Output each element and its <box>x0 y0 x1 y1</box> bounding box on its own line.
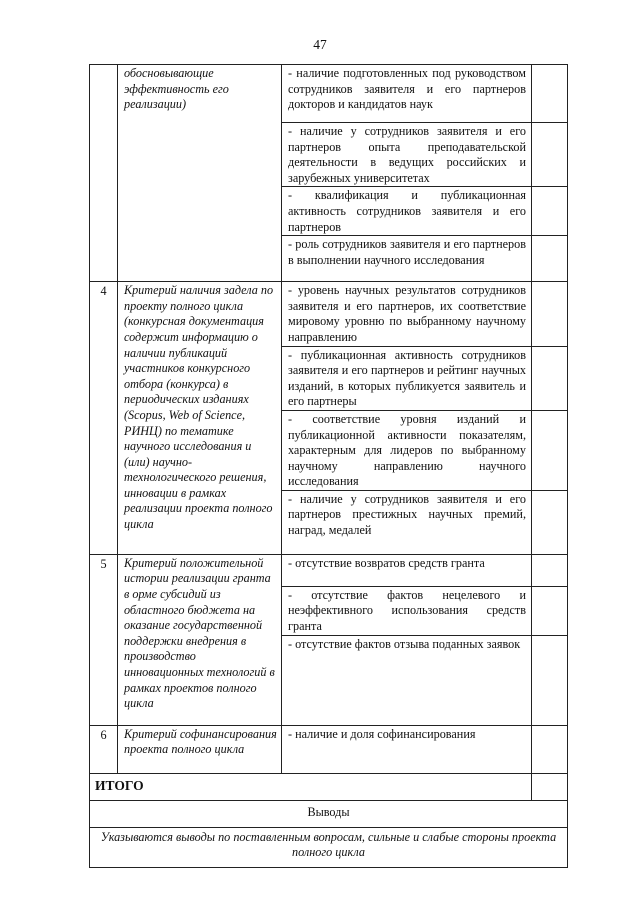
total-row <box>90 773 568 800</box>
indicator-cell: - публикационная активность сотрудников заявителя и его партнеров и рейтинг научных изданий, в которых публикуется заявитель и его партнеры <box>282 346 532 410</box>
indicator-cell: - наличие у сотрудников заявителя и его партнеров престижных научных премий, наград, медалей <box>282 490 532 554</box>
row-number: 5 <box>90 554 118 725</box>
table-row <box>90 725 568 773</box>
score-cell <box>532 282 568 346</box>
conclusions-note-row <box>90 827 568 867</box>
score-cell <box>532 346 568 410</box>
table-row <box>90 554 568 586</box>
indicator-cell: - наличие у сотрудников заявителя и его партнеров опыта преподавательской деятельности в ведущих российских и зарубежных университетах <box>282 123 532 187</box>
criterion-cell: Критерий положительной истории реализации гранта в орме субсидий из областного бюджета на оказание государственной поддержки внедрения в производство инновационных технологий в рамках проектов полного цикла <box>118 554 282 725</box>
indicator-cell: - квалификация и публикационная активность сотрудников заявителя и его партнеров <box>282 187 532 236</box>
score-cell <box>532 586 568 635</box>
table-row <box>90 282 568 346</box>
criterion-cell: обосновывающие эффективность его реализации) <box>118 65 282 282</box>
row-number: 4 <box>90 282 118 555</box>
conclusions-header-row <box>90 800 568 827</box>
row-number: 6 <box>90 725 118 773</box>
indicator-cell: - отсутствие возвратов средств гранта <box>282 554 532 586</box>
evaluation-table <box>89 64 568 868</box>
score-cell <box>532 725 568 773</box>
total-label: ИТОГО <box>90 773 532 800</box>
page-number: 47 <box>313 37 327 52</box>
score-cell <box>532 123 568 187</box>
score-cell <box>532 410 568 490</box>
conclusions-note: Указываются выводы по поставленным вопросам, сильные и слабые стороны проекта полного цикла <box>90 827 568 867</box>
indicator-cell: - уровень научных результатов сотрудников заявителя и его партнеров, их соответствие мировому уровню по выбранному научному направлению <box>282 282 532 346</box>
criterion-cell: Критерий софинансирования проекта полного цикла <box>118 725 282 773</box>
indicator-cell: - соответствие уровня изданий и публикационной активности показателям, характерным для лидеров по выбранному научному направлению научного исследования <box>282 410 532 490</box>
row-number <box>90 65 118 282</box>
indicator-cell: - отсутствие фактов нецелевого и неэффективного использования средств гранта <box>282 586 532 635</box>
indicator-cell: - наличие подготовленных под руководством сотрудников заявителя и его партнеров докторов и кандидатов наук <box>282 65 532 123</box>
score-cell <box>532 187 568 236</box>
conclusions-header: Выводы <box>90 800 568 827</box>
score-cell <box>532 490 568 554</box>
score-cell <box>532 65 568 123</box>
score-cell <box>532 554 568 586</box>
criterion-cell: Критерий наличия задела по проекту полного цикла (конкурсная документация содержит информацию о наличии публикаций участников конкурсного отбора (конкурса) в периодических изданиях (Scopus, Web of Science, РИНЦ) по тематике научного исследования и (или) научно-технологического решения, инновации в рамках реализации проекта полного цикла <box>118 282 282 555</box>
score-cell <box>532 635 568 725</box>
table-row <box>90 65 568 123</box>
total-score-cell <box>532 773 568 800</box>
score-cell <box>532 236 568 282</box>
indicator-cell: - отсутствие фактов отзыва поданных заявок <box>282 635 532 725</box>
indicator-cell: - роль сотрудников заявителя и его партнеров в выполнении научного исследования <box>282 236 532 282</box>
indicator-cell: - наличие и доля софинансирования <box>282 725 532 773</box>
